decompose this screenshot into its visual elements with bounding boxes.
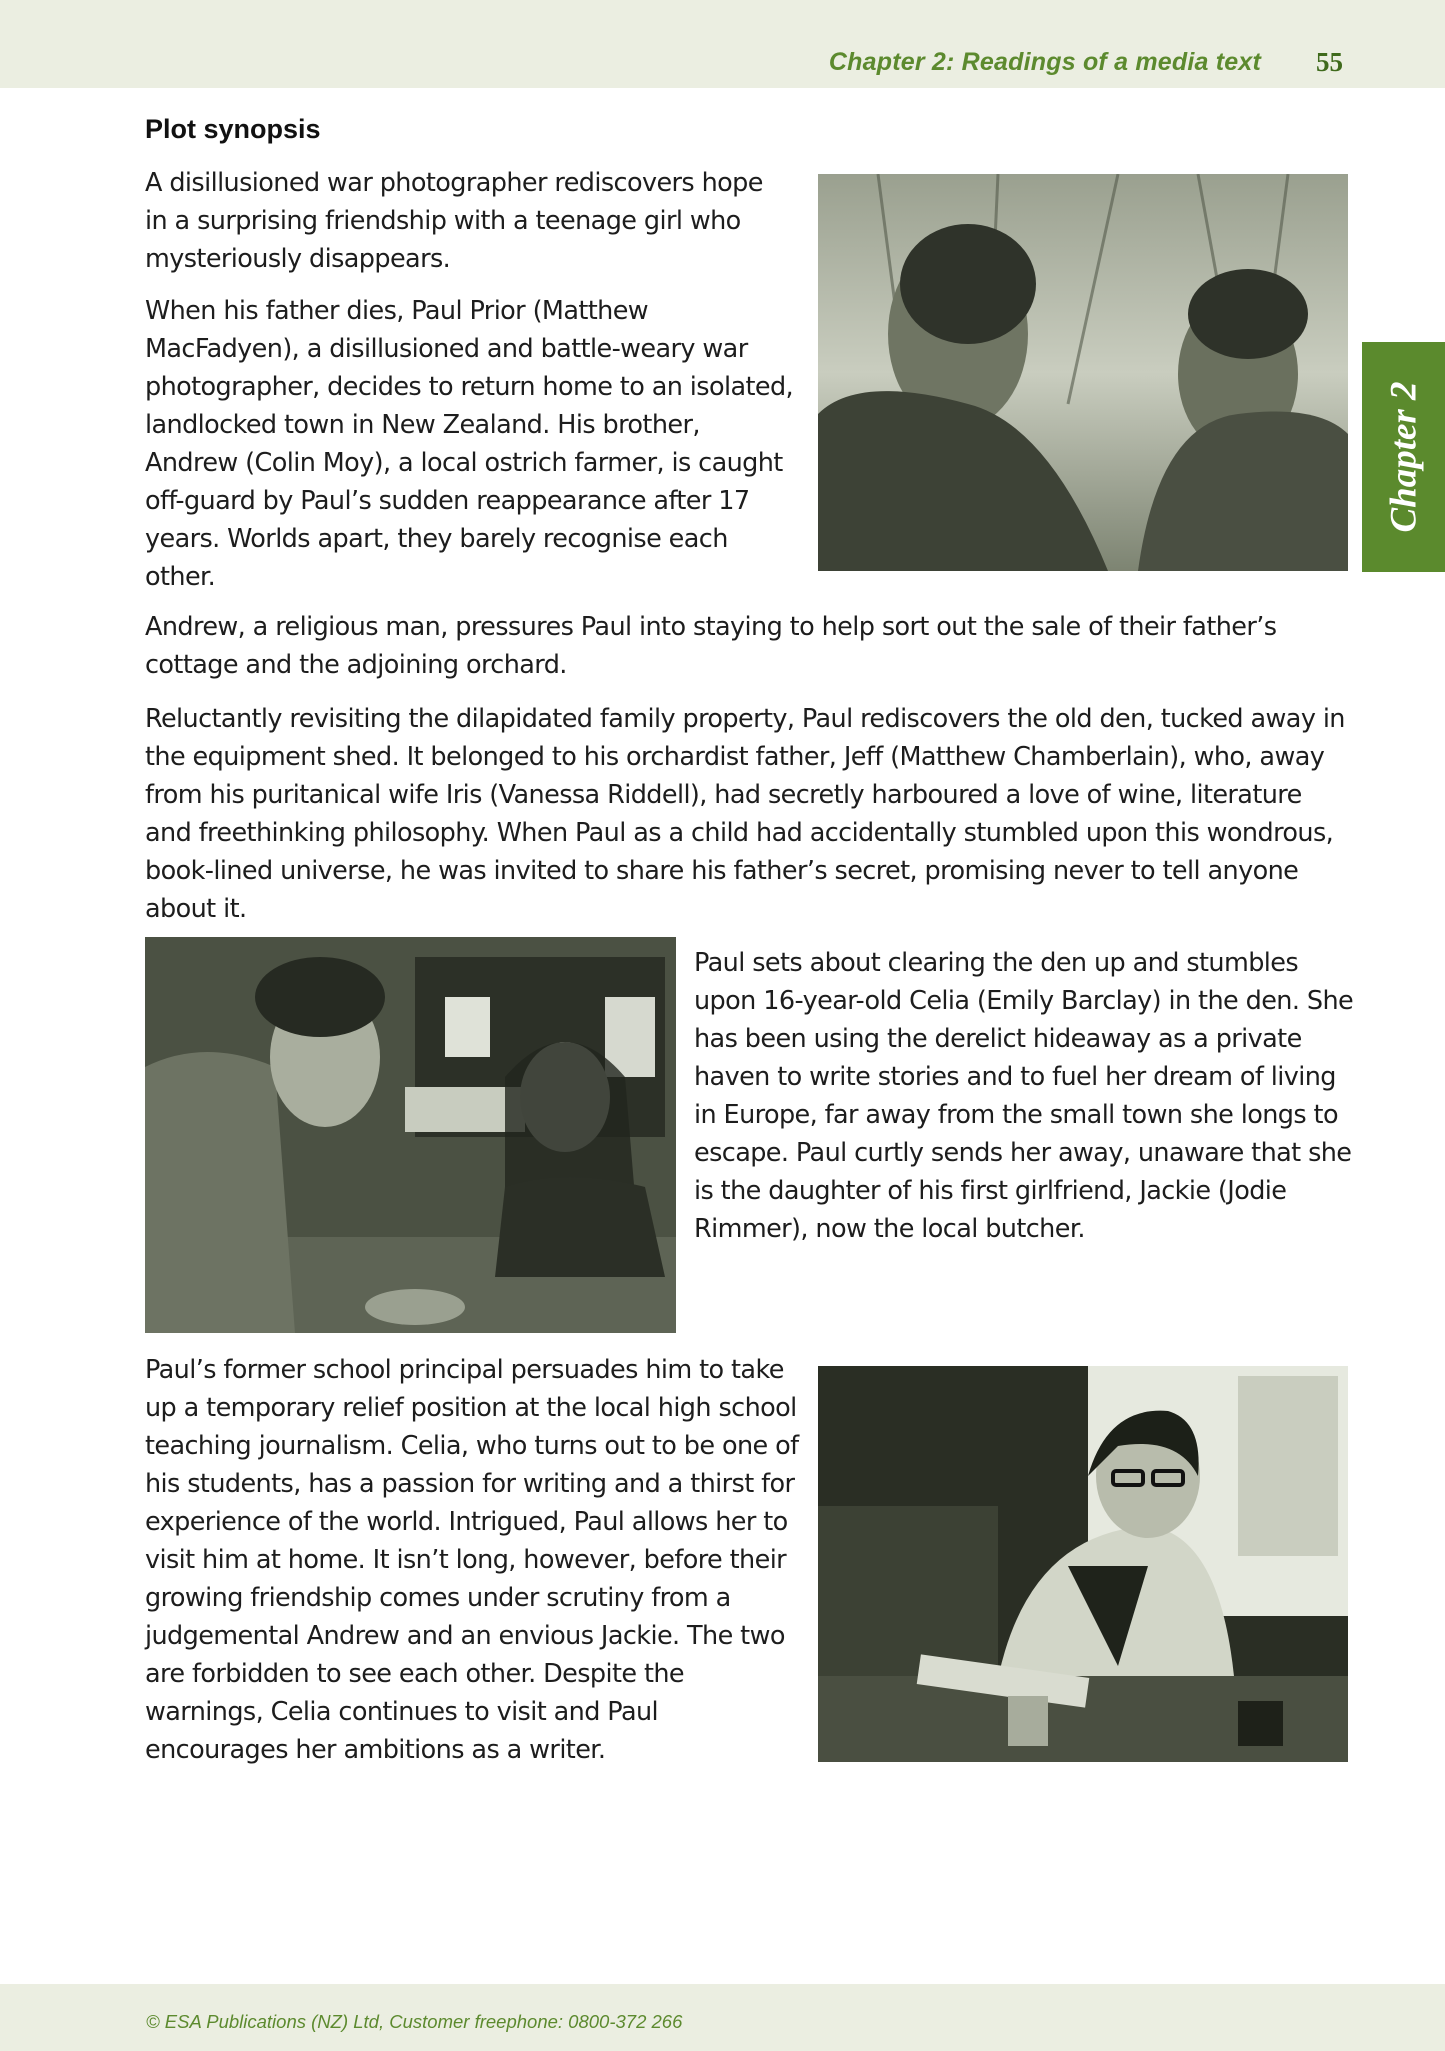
page-number: 55 xyxy=(1316,47,1343,77)
photo-image xyxy=(818,174,1348,571)
paragraph-celia xyxy=(694,944,1354,1248)
photo-image xyxy=(145,937,676,1333)
film-still-brothers-photo xyxy=(818,174,1348,571)
paragraph-text: Paul’s former school principal persuades him to take up a temporary relief position at the local high school teaching journalism. Celia, who turns out to be one of his students, has a passion for writing and a thirst for experience of the world. Intrigued, Paul allows her to visit him at home. It isn’t long, however, before their growing friendship comes under scrutiny from a judgemental Andrew and an envious Jackie. The two are forbidden to see each other. Despite the warnings, Celia continues to visit and Paul encourages her ambitions as a writer. xyxy=(145,1355,799,1765)
paragraph-return-home xyxy=(145,292,800,596)
footer-copyright: © ESA Publications (NZ) Ltd, Customer freephone: 0800-372 266 xyxy=(146,2011,683,2032)
paragraph-intro xyxy=(145,164,785,278)
paragraph-text: Paul sets about clearing the den up and stumbles upon 16-year-old Celia (Emily Barclay) in the den. She has been using the derelict hideaway as a private haven to write stories and to fuel her dream of living in Europe, far away from the small town she longs to escape. Paul curtly sends her away, unaware that she is the daughter of his first girlfriend, Jackie (Jodie Rimmer), now the local butcher. xyxy=(694,948,1354,1244)
paragraph-text: A disillusioned war photographer rediscovers hope in a surprising friendship with a teenage girl who mysteriously disappears. xyxy=(145,168,763,274)
chapter-tab xyxy=(1362,342,1445,572)
chapter-tab-label: Chapter 2 xyxy=(1383,381,1424,533)
paragraph-text: Reluctantly revisiting the dilapidated family property, Paul rediscovers the old den, tucked away in the equipment shed. It belonged to his orchardist father, Jeff (Matthew Chamberlain), who, away from his puritanical wife Iris (Vanessa Riddell), had secretly harboured a love of wine, literature and freethinking philosophy. When Paul as a child had accidentally stumbled upon this wondrous, book-lined universe, he was invited to share his father’s secret, promising never to tell anyone about it. xyxy=(145,704,1345,924)
paragraph-text: Andrew, a religious man, pressures Paul into staying to help sort out the sale of their father’s cottage and the adjoining orchard. xyxy=(145,612,1277,680)
paragraph-andrew xyxy=(145,608,1345,684)
photo-image xyxy=(818,1366,1348,1762)
running-head: Chapter 2: Readings of a media text xyxy=(828,48,1261,76)
section-heading: Plot synopsis xyxy=(145,114,321,144)
film-still-celia-photo xyxy=(818,1366,1348,1762)
film-still-bar-photo xyxy=(145,937,676,1333)
paragraph-text: When his father dies, Paul Prior (Matthew MacFadyen), a disillusioned and battle-weary war photographer, decides to return home to an isolated, landlocked town in New Zealand. His brother, Andrew (Colin Moy), a local ostrich farmer, is caught off-guard by Paul’s sudden reappearance after 17 years. Worlds apart, they barely recognise each other. xyxy=(145,296,794,592)
paragraph-den xyxy=(145,700,1355,928)
paragraph-school xyxy=(145,1351,805,1769)
